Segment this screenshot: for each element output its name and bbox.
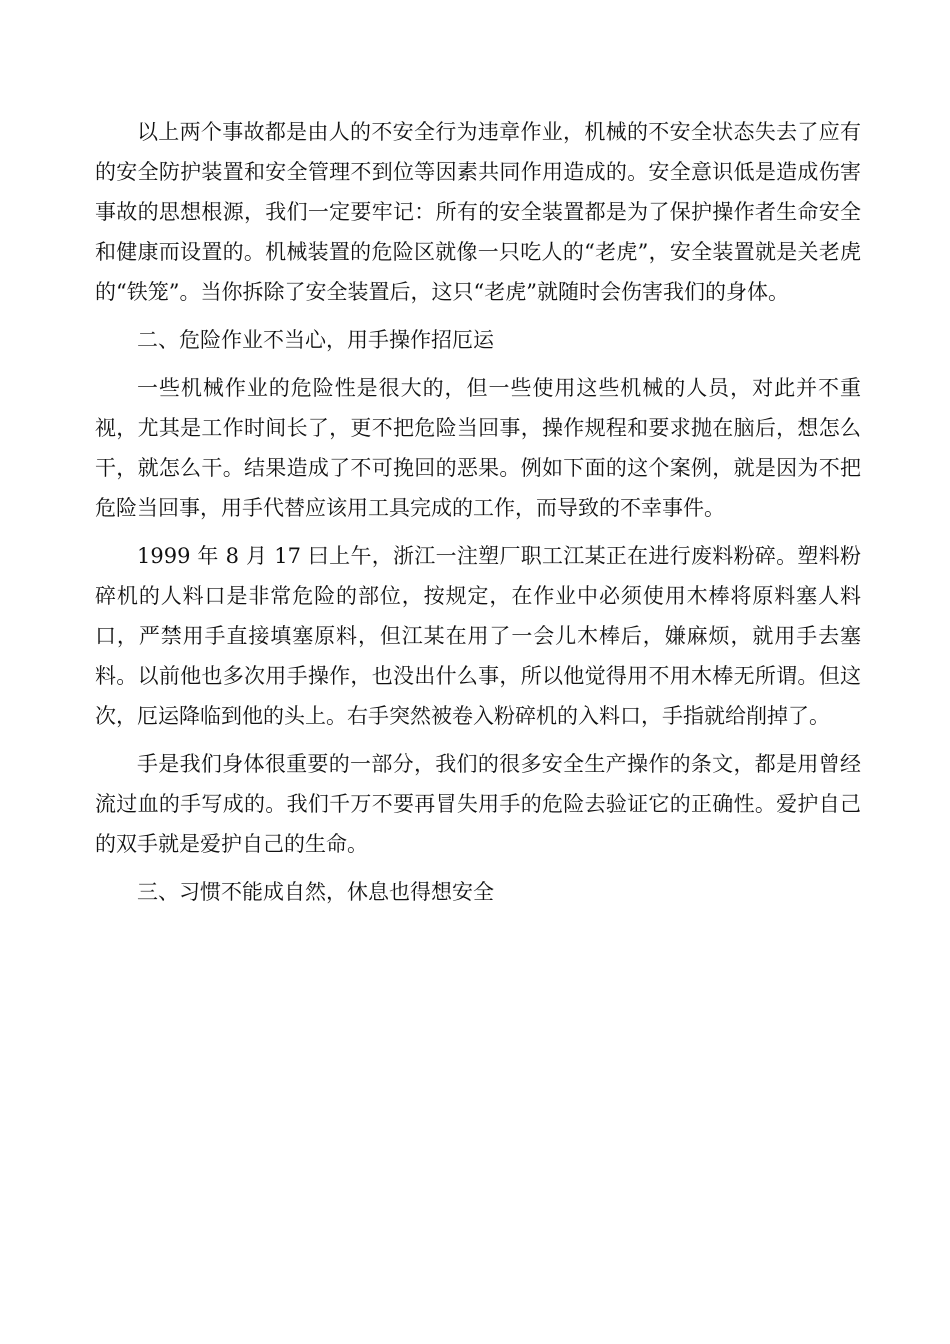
section-heading-3: 三、习惯不能成自然，休息也得想安全 xyxy=(137,880,494,904)
section-heading-2: 二、危险作业不当心，用手操作招厄运 xyxy=(137,328,494,352)
paragraph-danger-intro: 一些机械作业的危险性是很大的，但一些使用这些机械的人员，对此并不重视，尤其是工作时间长了，更不把危险当回事，操作规程和要求抛在脑后，想怎么干，就怎么干。结果造成了不可挽回的恶果。例如下面的这个案例，就是因为不把危险当回事，用手代替应该用工具完成的工作，而导致的不幸事件。 xyxy=(95,376,861,520)
document-body xyxy=(95,112,861,920)
paragraph-hands-importance: 手是我们身体很重要的一部分，我们的很多安全生产操作的条文，都是用曾经流过血的手写成的。我们千万不要再冒失用手的危险去验证它的正确性。爱护自己的双手就是爱护自己的生命。 xyxy=(95,752,861,856)
paragraph-case-1999: 1999 年 8 月 17 曰上午，浙江一注塑厂职工江某正在进行废料粉碎。塑料粉碎机的人料口是非常危险的部位，按规定，在作业中必须使用木棒将原料塞人料口，严禁用手直接填塞原料，但江某在用了一会儿木棒后，嫌麻烦，就用手去塞料。以前他也多次用手操作，也没出什么事，所以他觉得用不用木棒无所谓。但这次，厄运降临到他的头上。右手突然被卷入粉碎机的入料口，手指就给削掉了。 xyxy=(95,544,861,728)
paragraph-accident-summary: 以上两个事故都是由人的不安全行为违章作业，机械的不安全状态失去了应有的安全防护装置和安全管理不到位等因素共同作用造成的。安全意识低是造成伤害事故的思想根源，我们一定要牢记：所有的安全装置都是为了保护操作者生命安全和健康而设置的。机械装置的危险区就像一只吃人的“老虎”，安全装置就是关老虎的“铁笼”。当你拆除了安全装置后，这只“老虎”就随时会伤害我们的身体。 xyxy=(95,120,861,304)
